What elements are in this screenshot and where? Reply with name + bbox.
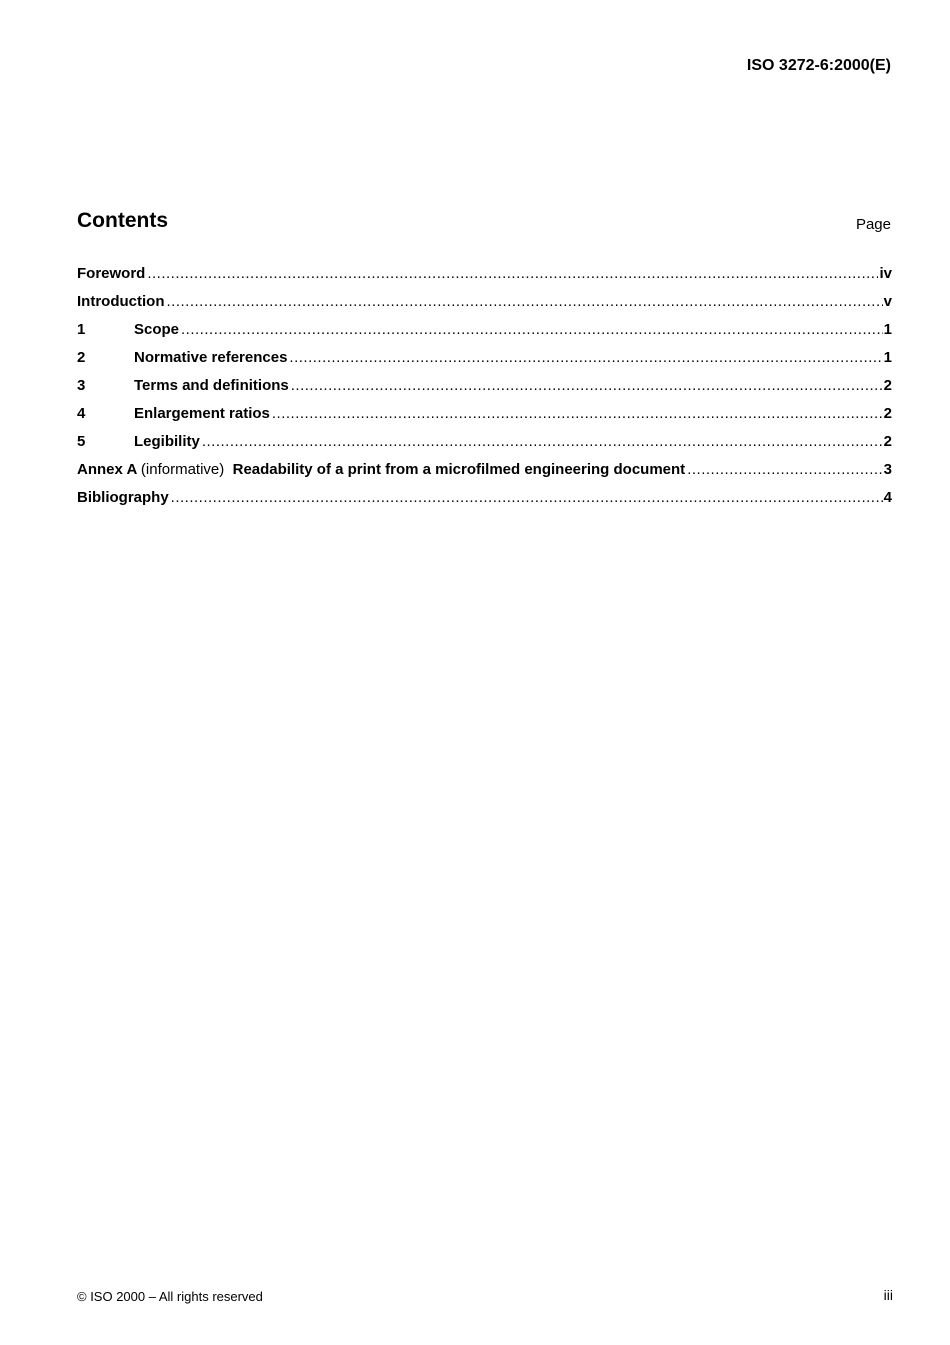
toc-entry-page: iv (879, 265, 892, 282)
toc-entry-page: 1 (883, 321, 892, 338)
dot-leader (687, 461, 882, 478)
toc-entry-title: Readability of a print from a microfilmed engineering document (232, 461, 686, 478)
contents-heading: Contents (77, 209, 168, 232)
toc-entry-page: 1 (883, 349, 892, 366)
toc-entry-title: Terms and definitions (134, 377, 289, 394)
document-id: ISO 3272-6:2000(E) (746, 57, 891, 74)
toc-entry-title: Bibliography (77, 489, 169, 506)
toc-entry-normative-references[interactable] (77, 349, 892, 377)
dot-leader (181, 321, 883, 338)
page-column-label: Page (855, 216, 891, 233)
dot-leader (166, 293, 882, 310)
footer-copyright: © ISO 2000 – All rights reserved (77, 1289, 263, 1304)
toc-entry-number: 5 (77, 433, 86, 450)
toc-entry-number: 1 (77, 321, 86, 338)
toc-entry-number: 3 (77, 377, 86, 394)
toc-entry-terms-and-definitions[interactable] (77, 377, 892, 405)
toc-entry-page: 2 (883, 433, 892, 450)
toc-entry-annex-label (77, 461, 233, 478)
toc-entry-number: 2 (77, 349, 86, 366)
dot-leader (147, 265, 878, 282)
toc-entry-scope[interactable] (77, 321, 892, 349)
toc-entry-page: 4 (883, 489, 892, 506)
annex-type-note: (informative) (140, 461, 225, 478)
toc-entry-enlargement-ratios[interactable] (77, 405, 892, 433)
toc-entry-number: 4 (77, 405, 86, 422)
dot-leader (289, 349, 882, 366)
dot-leader (171, 489, 883, 506)
toc-entry-foreword[interactable] (77, 265, 892, 293)
toc-entry-title: Legibility (134, 433, 200, 450)
footer-page-number: iii (883, 1287, 893, 1303)
toc-entry-page: v (883, 293, 892, 310)
toc-entry-legibility[interactable] (77, 433, 892, 461)
dot-leader (202, 433, 883, 450)
toc-entry-introduction[interactable] (77, 293, 892, 321)
toc-entry-page: 3 (883, 461, 892, 478)
toc-entry-page: 2 (883, 377, 892, 394)
dot-leader (291, 377, 883, 394)
dot-leader (272, 405, 883, 422)
table-of-contents (77, 265, 892, 517)
annex-letter: Annex A (77, 461, 137, 478)
toc-entry-title: Scope (134, 321, 180, 338)
toc-entry-title: Introduction (77, 293, 165, 310)
toc-entry-title: Enlargement ratios (134, 405, 270, 422)
toc-entry-page: 2 (883, 405, 892, 422)
toc-entry-title: Normative references (134, 349, 288, 366)
toc-entry-annex-a[interactable] (77, 461, 892, 489)
toc-entry-bibliography[interactable] (77, 489, 892, 517)
toc-entry-title: Foreword (77, 265, 146, 282)
